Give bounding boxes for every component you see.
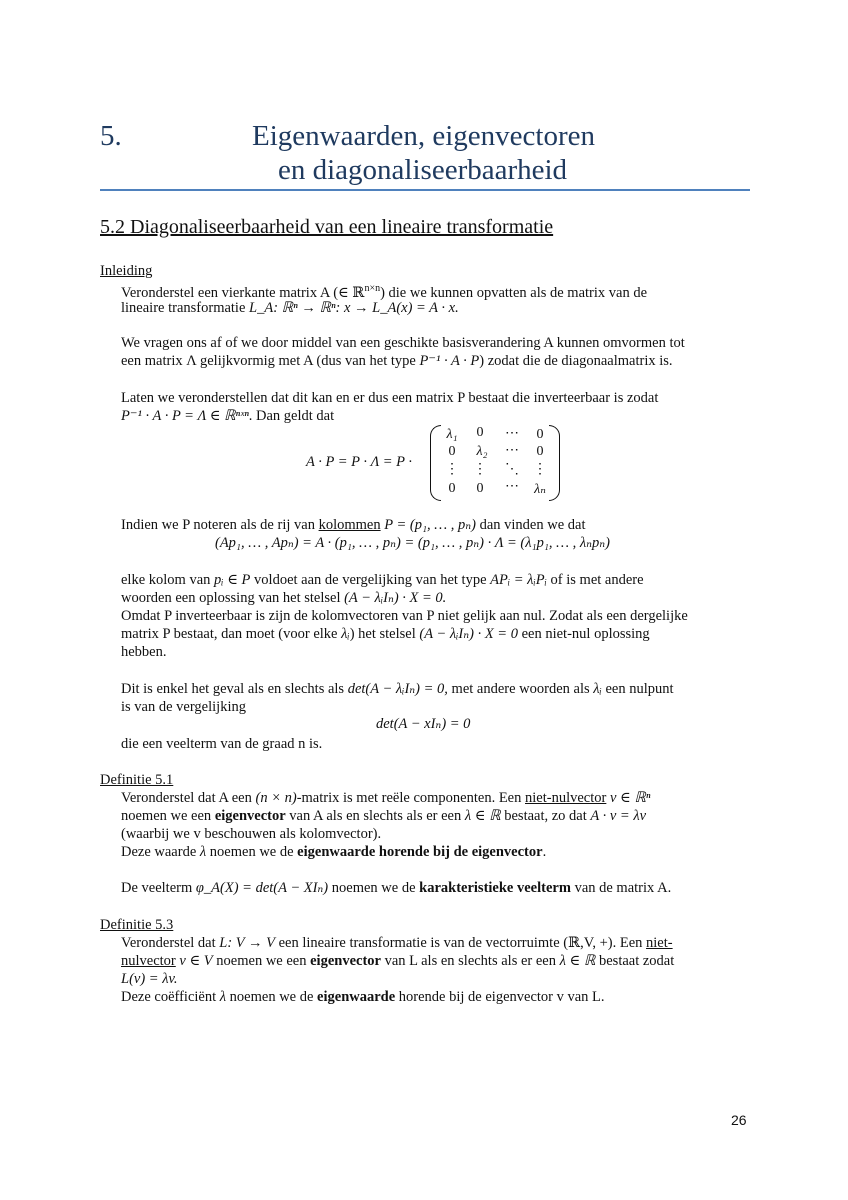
intro-p6-line1: Dit is enkel het geval als en slechts als det(A − λᵢIₙ) = 0, met andere woorden als λᵢ een nulpunt xyxy=(121,681,674,697)
intro-p6-line3: die een veelterm van de graad n is. xyxy=(121,736,323,752)
intro-heading: Inleiding xyxy=(100,263,153,279)
diagonal-matrix xyxy=(430,425,560,499)
intro-p1-line2: lineaire transformatie L_A: ℝⁿ → ℝⁿ: x → L_A(x) = A · x. xyxy=(121,300,459,316)
matrix-cell: 0 xyxy=(448,444,456,459)
chapter-title-line1: Eigenwaarden, eigenvectoren xyxy=(252,120,595,152)
intro-p5-line1: elke kolom van pᵢ ∈ P voldoet aan de vergelijking van het type APᵢ = λᵢPᵢ of is met andere xyxy=(121,572,644,588)
eq2: (Ap₁, … , Apₙ) = A · (p₁, … , pₙ) = (p₁, … , pₙ) · Λ = (λ₁p₁, … , λₙpₙ) xyxy=(215,535,610,551)
def53-line3: L(v) = λv. xyxy=(121,971,178,987)
matrix-cell: λₙ xyxy=(534,482,546,497)
matrix-cell: ⋮ xyxy=(533,462,547,477)
intro-p2-line1: We vragen ons af of we door middel van een geschikte basisverandering A kunnen omvormen tot xyxy=(121,335,685,351)
intro-p3-line2: P⁻¹ · A · P = Λ ∈ ℝⁿˣⁿ. Dan geldt dat xyxy=(121,408,335,424)
def51-line1: Veronderstel dat A een (n × n)-matrix is met reële componenten. Een niet-nulvector v ∈ ℝⁿ xyxy=(121,790,651,806)
intro-p2-line2: een matrix Λ gelijkvormig met A (dus van het type P⁻¹ · A · P) zodat die de diagonaalmatrix is. xyxy=(121,353,673,369)
matrix-cell: ⋯ xyxy=(505,479,519,494)
matrix-cell: 0 xyxy=(448,481,456,496)
chapter-rule xyxy=(100,189,750,191)
matrix-cell: ⋮ xyxy=(445,462,459,477)
intro-p6-line2: is van de vergelijking xyxy=(121,699,246,715)
eq3: det(A − xIₙ) = 0 xyxy=(376,716,471,732)
intro-p5-line3: Omdat P inverteerbaar is zijn de kolomvectoren van P niet gelijk aan nul. Zodat als een dergelijke xyxy=(121,608,688,624)
matrix-cell: λ₂ xyxy=(476,444,488,459)
intro-p5-line5: hebben. xyxy=(121,644,167,660)
intro-p4-line1: Indien we P noteren als de rij van kolommen P = (p₁, … , pₙ) dan vinden we dat xyxy=(121,517,586,533)
def53-line2: nulvector v ∈ V noemen we een eigenvector van L als en slechts als er een λ ∈ ℝ bestaat zodat xyxy=(121,953,675,969)
eq1-lhs: A · P = P · Λ = P · xyxy=(306,454,412,470)
def53-line4: Deze coëfficiënt λ noemen we de eigenwaarde horende bij de eigenvector v van L. xyxy=(121,989,605,1005)
matrix-cell: 0 xyxy=(536,427,544,442)
def51-line3: (waarbij we v beschouwen als kolomvector). xyxy=(121,826,382,842)
def53-line1: Veronderstel dat L: V → V een lineaire transformatie is van de vectorruimte (ℝ,V, +). Een niet- xyxy=(121,935,673,951)
matrix-cell: ⋱ xyxy=(505,462,519,477)
page-number: 26 xyxy=(731,1112,747,1128)
matrix-cell: ⋯ xyxy=(505,443,519,458)
intro-p3-line1: Laten we veronderstellen dat dit kan en er dus een matrix P bestaat die inverteerbaar is zodat xyxy=(121,390,659,406)
section-title: 5.2 Diagonaliseerbaarheid van een lineaire transformatie xyxy=(100,216,554,238)
matrix-cell: ⋮ xyxy=(473,462,487,477)
def51-heading: Definitie 5.1 xyxy=(100,772,174,788)
def53-heading: Definitie 5.3 xyxy=(100,917,174,933)
def51-line4: Deze waarde λ noemen we de eigenwaarde horende bij de eigenvector. xyxy=(121,844,547,860)
intro-p5-line4: matrix P bestaat, dan moet (voor elke λᵢ) het stelsel (A − λᵢIₙ) · X = 0 een niet-nul oplossing xyxy=(121,626,650,642)
matrix-cell: ⋯ xyxy=(505,426,519,441)
chapter-number: 5. xyxy=(100,120,122,152)
matrix-cell: 0 xyxy=(476,425,484,440)
def51-line5: De veelterm φ_A(X) = det(A − XIₙ) noemen we de karakteristieke veelterm van de matrix A. xyxy=(121,880,672,896)
matrix-cell: λ₁ xyxy=(446,427,458,442)
intro-p1-line1: Veronderstel een vierkante matrix A (∈ ℝ$^{n\times n}$) die we kunnen opvatten als de matrix van de xyxy=(121,283,648,301)
chapter-title-line2: en diagonaliseerbaarheid xyxy=(278,154,568,186)
matrix-cell: 0 xyxy=(536,444,544,459)
def51-line2: noemen we een eigenvector van A als en slechts als er een λ ∈ ℝ bestaat, zo dat A · v = λv xyxy=(121,808,647,824)
matrix-cell: 0 xyxy=(476,481,484,496)
intro-p5-line2: woorden een oplossing van het stelsel (A − λᵢIₙ) · X = 0. xyxy=(121,590,447,606)
